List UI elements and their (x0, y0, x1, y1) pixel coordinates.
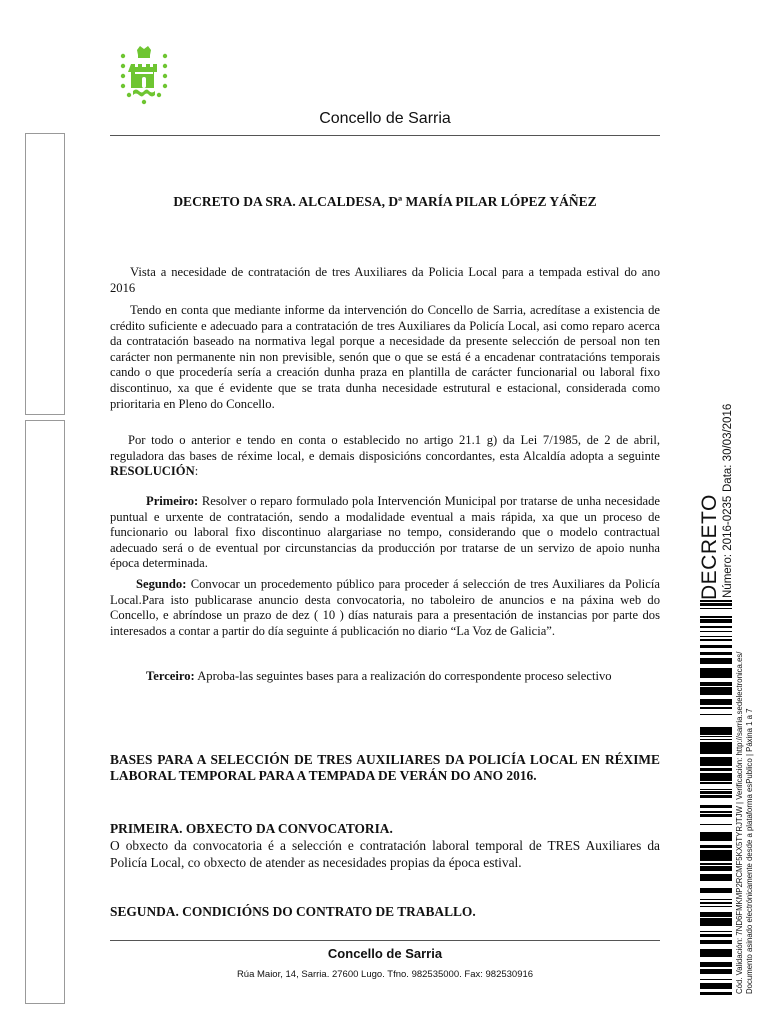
terceiro-text: Aproba-las seguintes bases para a realización do correspondente proceso selectivo (197, 669, 612, 683)
resolution-terceiro (110, 669, 660, 685)
barcode-bar (700, 869, 732, 871)
barcode-bar (700, 631, 732, 632)
barcode-bar (700, 955, 732, 957)
barcode-bar (700, 979, 732, 980)
validation-line-2: Documento asinado electrónicamente desde a plataforma esPublico | Páxina 1 a 7 (745, 708, 754, 994)
barcode-bar (700, 773, 732, 776)
resolution-primeiro (110, 494, 660, 572)
paragraph-3 (110, 433, 660, 480)
barcode-bar (700, 752, 732, 754)
primeiro-text: Resolver o reparo formulado pola Intervención Municipal por tratarse de unha necesidade puntual e urxente de contratación, sendo a modalidade eventual a mais rápida, xa que un proceso de funcionario ou laboral fixo discontinuo alargariase no tempo, considerando que o modelo contractual adecuado será o de eventual por circunstancias da producción por tratarse de un servizo de apoio nunha época determinada. (110, 494, 660, 571)
barcode-bar (700, 689, 732, 690)
barcode-bar (700, 874, 732, 876)
barcode-bar (700, 616, 732, 618)
barcode-bar (700, 768, 732, 771)
barcode-bar (700, 850, 732, 853)
barcode-bar (700, 973, 732, 974)
barcode-bar (700, 669, 732, 672)
barcode-bar (700, 846, 732, 848)
barcode-bar (700, 791, 732, 794)
header-divider (110, 135, 660, 136)
barcode-bar (700, 675, 732, 678)
barcode-bar (700, 890, 732, 893)
barcode-bar (700, 692, 732, 694)
barcode-bar (700, 879, 732, 881)
barcode-bar (700, 912, 732, 914)
segundo-text: Convocar un procedemento público para proceder á selección de tres Auxiliares da Policía Local.Para isto publicarase anuncio desta convocatoria, no taboleiro de anuncios e na páxina web do Concello, e abríndose un prazo de dez ( 10 ) días naturais para a presentación de instancias por parte dos interesados a contar a partir do día seguinte á publicación no diario “La Voz de Galicia”. (110, 577, 660, 638)
barcode-bar (700, 652, 732, 655)
barcode-bar (700, 815, 732, 817)
barcode-bar (700, 699, 732, 702)
barcode-bar (700, 668, 732, 669)
barcode-bar (700, 603, 732, 605)
barcode-bar (700, 739, 732, 740)
barcode-bar (700, 964, 732, 966)
barcode-bar (700, 797, 732, 798)
barcode-bar (700, 742, 732, 744)
barcode-bar (700, 940, 732, 942)
barcode-bar (700, 732, 732, 735)
barcode-bar (700, 608, 732, 609)
section-primeira-text: O obxecto da convocatoria é a selección e contratación laboral temporal de TRES Auxiliares da Policía Local, co obxecto de atender as necesidades propias da época estival. (110, 838, 660, 870)
barcode-bar (700, 966, 732, 967)
barcode-bar (700, 685, 732, 686)
barcode-bar (700, 983, 732, 984)
barcode-bar (700, 687, 732, 689)
castle-crest-icon (116, 44, 172, 108)
barcode-bar (700, 863, 732, 865)
decree-title: DECRETO DA SRA. ALCALDESA, Dª MARÍA PILAR LÓPEZ YÁÑEZ (173, 194, 597, 209)
barcode-bar (700, 640, 732, 641)
barcode-bar (700, 934, 732, 937)
barcode-bar (700, 931, 732, 932)
barcode-bar (700, 749, 732, 752)
validation-line-1: Cód. Validación: 7ND6FMKMP2RCMF5KX5TYRJTJW | Verificación: http://sarria.sedelectronica.es/ (735, 651, 744, 994)
barcode-bar (700, 952, 732, 955)
section-segunda-title: SEGUNDA. CONDICIÓNS DO CONTRATO DE TRABALLO. (110, 904, 476, 919)
barcode-bar (700, 660, 732, 662)
barcode-bar (700, 762, 732, 764)
barcode-bar (700, 764, 732, 766)
barcode-bar (700, 682, 732, 685)
segundo-label: Segundo: (136, 577, 187, 591)
stamp-date: Data: 30/03/2016 (722, 403, 734, 492)
barcode-bar (700, 626, 732, 628)
terceiro-label: Terceiro: (146, 669, 195, 683)
barcode-bar (700, 619, 732, 622)
barcode-bar (700, 795, 732, 796)
barcode-bar (700, 888, 732, 890)
barcode-bar (700, 962, 732, 964)
paragraph-2: Tendo en conta que mediante informe da intervención do Concello de Sarria, acredítase a existencia de crédito suficiente e adecuado para a contratación de tres Auxiliares da Policía Local, asi como reparo acerca da contratación baseado na normativa legal porque a necesidade da presente selección de persoal non ten carácter non permanente nin non previsible, senón que o que se está é a encadenar contratacións temporais cando o que procedería sería a creación dunha praza en plantilla de carácter funcionarial ou laboral fixo discontinuo, xa que é evidente que se trata dunha necesidade estrutural e estacional, considerada como prioritaria en Pleno do Concello. (110, 303, 660, 411)
barcode-bar (700, 835, 732, 836)
barcode-bar (700, 845, 732, 846)
barcode-bar (700, 921, 732, 924)
barcode-bar (700, 814, 732, 815)
barcode-bar (700, 858, 732, 861)
barcode-bar (700, 902, 732, 904)
barcode-bar (700, 600, 732, 602)
left-margin-box-bottom (25, 420, 65, 1004)
barcode-bar (700, 672, 732, 675)
barcode-bar (700, 639, 732, 640)
footer-address: Rúa Maior, 14, Sarria. 27600 Lugo. Tfno. 982535000. Fax: 982530916 (236, 969, 534, 980)
barcode-bar (700, 704, 732, 705)
barcode-bar (700, 690, 732, 692)
validation-barcode (700, 600, 732, 996)
barcode-bar (700, 759, 732, 762)
primeiro-label: Primeiro: (146, 494, 199, 508)
barcode-bar (700, 727, 732, 728)
barcode-bar (700, 728, 732, 730)
barcode-bar (700, 714, 732, 715)
stamp-decreto-label: DECRETO (698, 494, 721, 600)
barcode-bar (700, 736, 732, 737)
stamp-number: Número: 2016-0235 (722, 495, 734, 598)
barcode-bar (700, 622, 732, 623)
barcode-bar (700, 707, 732, 709)
barcode-bar (700, 694, 732, 695)
barcode-bar (700, 636, 732, 637)
barcode-bar (700, 856, 732, 857)
paragraph-3-end: : (194, 464, 199, 479)
barcode-bar (700, 969, 732, 972)
footer-municipality: Concello de Sarria (327, 946, 443, 961)
barcode-bar (700, 918, 732, 921)
barcode-bar (700, 744, 732, 746)
bases-title: BASES PARA A SELECCIÓN DE TRES AUXILIARES DA POLICÍA LOCAL EN RÉXIME LABORAL TEMPORAL PARA A TEMPADA DE VERÁN DO ANO 2016. (110, 752, 660, 783)
barcode-bar (700, 702, 732, 704)
barcode-bar (700, 876, 732, 879)
barcode-bar (700, 839, 732, 841)
barcode-bar (700, 778, 732, 781)
resolution-label: RESOLUCIÓN (110, 464, 195, 479)
barcode-bar (700, 906, 732, 907)
barcode-bar (700, 832, 732, 835)
header-municipality: Concello de Sarria (319, 110, 451, 127)
section-primeira-title: PRIMEIRA. OBXECTO DA CONVOCATORIA. (110, 821, 393, 836)
stamp-validation (735, 652, 755, 994)
barcode-bar (700, 645, 732, 648)
barcode-bar (700, 987, 732, 989)
barcode-bar (700, 972, 732, 973)
barcode-bar (700, 805, 732, 808)
barcode-bar (700, 836, 732, 839)
barcode-bar (700, 789, 732, 790)
barcode-bar (700, 757, 732, 759)
paragraph-3-text: Por todo o anterior e tendo en conta o establecido no artigo 21.1 g) da Lei 7/1985, de 2 de abril, reguladora das bases de réxime local, e demais disposicións concordantes, esta Alcaldía adopta a seguinte (110, 433, 660, 463)
barcode-bar (700, 811, 732, 813)
barcode-bar (700, 605, 732, 606)
barcode-bar (700, 914, 732, 917)
resolution-segundo (110, 577, 660, 639)
paragraph-1: Vista a necesidade de contratación de tres Auxiliares da Policia Local para a tempada estival do ano 2016 (110, 265, 660, 295)
barcode-bar (700, 796, 732, 797)
footer-divider (110, 940, 660, 941)
municipal-logo (116, 44, 172, 108)
barcode-bar (700, 984, 732, 986)
barcode-bar (700, 986, 732, 987)
barcode-bar (700, 949, 732, 950)
barcode-bar (700, 658, 732, 660)
barcode-bar (700, 824, 732, 825)
barcode-bar (700, 857, 732, 858)
barcode-bar (700, 853, 732, 856)
barcode-bar (700, 776, 732, 778)
barcode-bar (700, 746, 732, 747)
barcode-bar (700, 747, 732, 749)
barcode-bar (700, 662, 732, 664)
barcode-bar (700, 950, 732, 952)
left-margin-box-top (25, 133, 65, 415)
barcode-bar (700, 866, 732, 869)
barcode-bar (700, 992, 732, 995)
barcode-bar (700, 899, 732, 900)
barcode-bar (700, 730, 732, 732)
barcode-bar (700, 942, 732, 944)
barcode-bar (700, 924, 732, 926)
barcode-bar (700, 782, 732, 784)
